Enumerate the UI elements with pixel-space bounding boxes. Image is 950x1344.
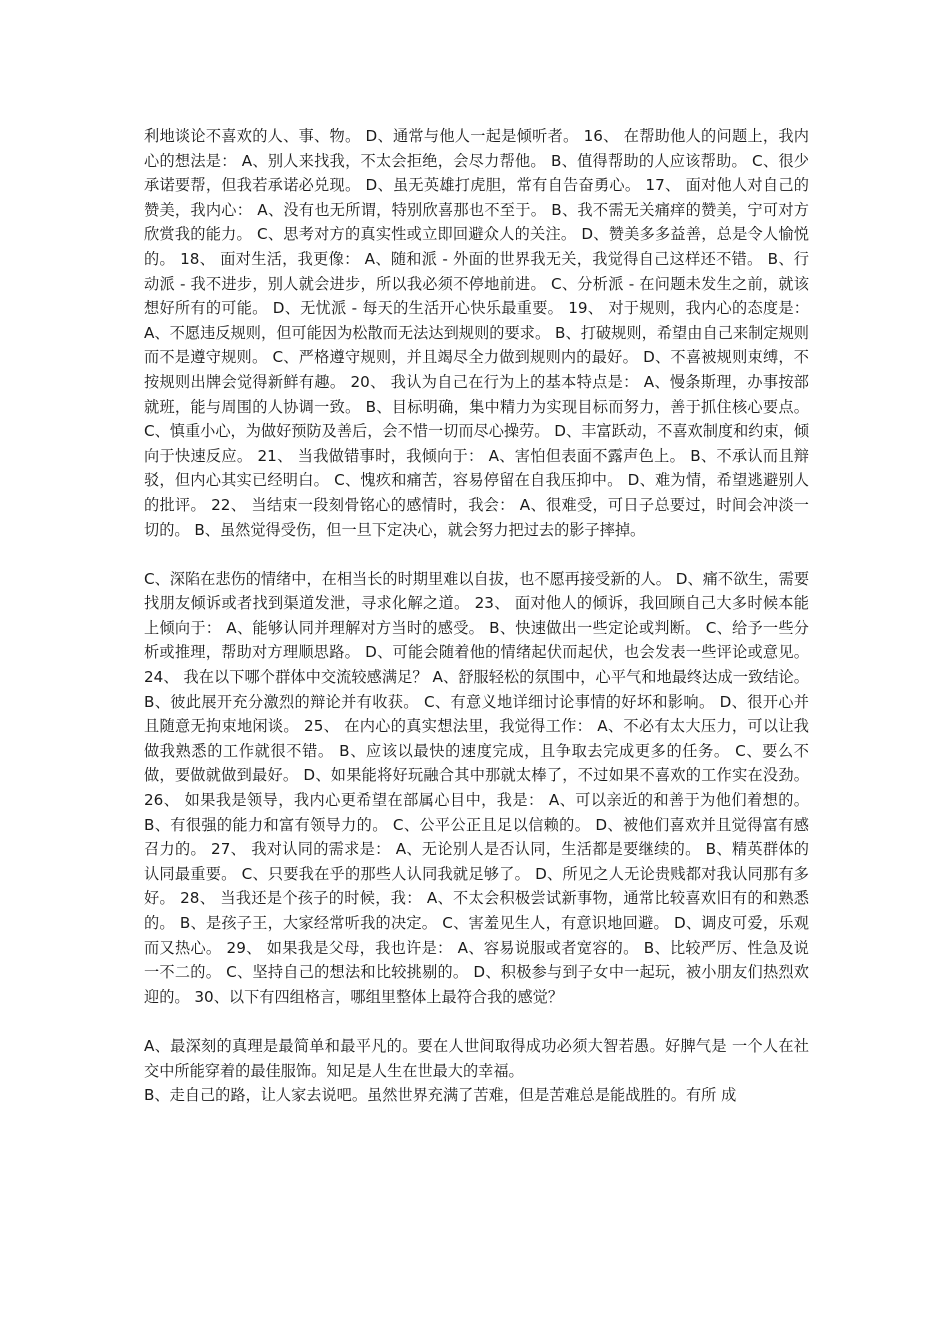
paragraph-spacer (144, 1009, 809, 1034)
document-page (144, 124, 809, 1108)
paragraph-spacer (144, 542, 809, 567)
paragraph-questions-22-30: C、深陷在悲伤的情绪中，在相当长的时期里难以自拔，也不愿再接受新的人。 D、痛不欲生，需要找朋友倾诉或者找到渠道发泄，寻求化解之道。 23、 面对他人的倾诉，我回顾自己大多时候本能上倾向于： A、能够认同并理解对方当时的感受。 B、快速做出一些定论或判断。 C、给予一些分析或推理，帮助对方理顺思路。 D、可能会随着他的情绪起伏而起伏，也会发表一些评论或意见。 24、 我在以下哪个群体中交流较感满足？ A、舒服轻松的氛围中，心平气和地最终达成一致结论。 B、彼此展开充分激烈的辩论并有收获。 C、有意义地详细讨论事情的好坏和影响。 D、很开心并且随意无拘束地闲谈。 25、 在内心的真实想法里，我觉得工作： A、不必有太大压力，可以让我做我熟悉的工作就很不错。 B、应该以最快的速度完成，且争取去完成更多的任务。 C、要么不做，要做就做到最好。 D、如果能将好玩融合其中那就太棒了，不过如果不喜欢的工作实在没劲。 26、 如果我是领导，我内心更希望在部属心目中，我是： A、可以亲近的和善于为他们着想的。 B、有很强的能力和富有领导力的。 C、公平公正且足以信赖的。 D、被他们喜欢并且觉得富有感召力的。 27、 我对认同的需求是： A、无论别人是否认同，生活都是要继续的。 B、精英群体的认同最重要。 C、只要我在乎的那些人认同我就足够了。 D、所见之人无论贵贱都对我认同那有多好。 28、 当我还是个孩子的时候，我： A、不太会积极尝试新事物，通常比较喜欢旧有的和熟悉的。 B、是孩子王，大家经常听我的决定。 C、害羞见生人，有意识地回避。 D、调皮可爱，乐观而又热心。 29、 如果我是父母，我也许是： A、容易说服或者宽容的。 B、比较严厉、性急及说一不二的。 C、坚持自己的想法和比较挑剔的。 D、积极参与到子女中一起玩，被小朋友们热烈欢迎的。 30、以下有四组格言，哪组里整体上最符合我的感觉？ (144, 569, 810, 1006)
paragraph-motto-b: B、走自己的路，让人家去说吧。虽然世界充满了苦难，但是苦难总是能战胜的。有所 成 (144, 1086, 737, 1105)
paragraph-motto-a: A、最深刻的真理是最简单和最平凡的。要在人世间取得成功必须大智若愚。好脾气是 一个人在社交中所能穿着的最佳服饰。知足是人生在世最大的幸福。 (144, 1036, 809, 1080)
paragraph-questions-16-22: 利地谈论不喜欢的人、事、物。 D、通常与他人一起是倾听者。 16、 在帮助他人的问题上，我内心的想法是： A、别人来找我，不太会拒绝，会尽力帮他。 B、值得帮助的人应该帮助。 C、很少承诺要帮，但我若承诺必兑现。 D、虽无英雄打虎胆，常有自告奋勇心。 17、 面对他人对自己的赞美，我内心： A、没有也无所谓，特别欣喜那也不至于。 B、我不需无关痛痒的赞美，宁可对方欣赏我的能力。 C、思考对方的真实性或立即回避众人的关注。 D、赞美多多益善，总是令人愉悦的。 18、 面对生活，我更像： A、随和派 - 外面的世界我无关，我觉得自己这样还不错。 B、行动派 - 我不进步，别人就会进步，所以我必须不停地前进。 C、分析派 - 在问题未发生之前，就该想好所有的可能。 D、无忧派 - 每天的生活开心快乐最重要。 19、 对于规则，我内心的态度是： A、不愿违反规则，但可能因为松散而无法达到规则的要求。 B、打破规则，希望由自己来制定规则而不是遵守规则。 C、严格遵守规则，并且竭尽全力做到规则内的最好。 D、不喜被规则束缚，不按规则出牌会觉得新鲜有趣。 20、 我认为自己在行为上的基本特点是： A、慢条斯理，办事按部就班，能与周围的人协调一致。 B、目标明确，集中精力为实现目标而努力，善于抓住核心要点。 C、慎重小心，为做好预防及善后，会不惜一切而尽心操劳。 D、丰富跃动，不喜欢制度和约束，倾向于快速反应。 21、 当我做错事时，我倾向于： A、害怕但表面不露声色上。 B、不承认而且辩驳，但内心其实已经明白。 C、愧疚和痛苦，容易停留在自我压抑中。 D、难为情，希望逃避别人的批评。 22、 当结束一段刻骨铭心的感情时，我会： A、很难受，可日子总要过，时间会冲淡一切的。 B、虽然觉得受伤，但一旦下定决心，就会努力把过去的影子摔掉。 (144, 127, 810, 539)
